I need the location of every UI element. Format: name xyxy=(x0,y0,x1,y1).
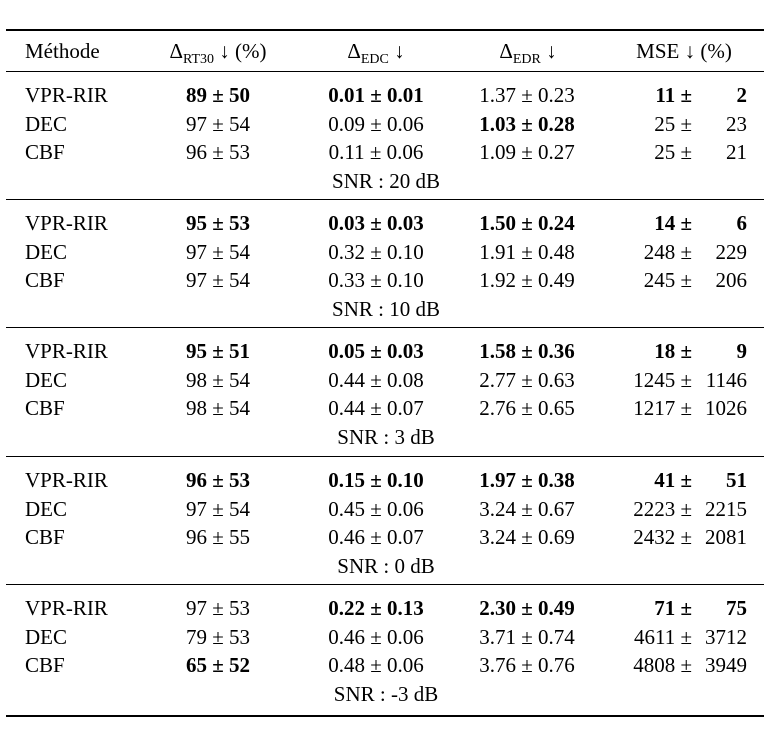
rt30-cell: 95 ± 51 xyxy=(185,339,251,363)
edc-subscript: EDC xyxy=(360,52,389,67)
group-separator-rule xyxy=(6,199,764,200)
mse-std-cell: 2215 xyxy=(705,496,747,521)
snr-label: SNR : 10 dB xyxy=(332,296,440,321)
header-mse: MSE ↓ (%) xyxy=(636,39,732,63)
edc-cell: 0.05 ± 0.03 xyxy=(328,339,424,363)
edr-cell: 3.71 ± 0.74 xyxy=(479,624,575,649)
edr-subscript: EDR xyxy=(512,52,541,67)
rt30-cell: 98 ± 54 xyxy=(185,396,251,420)
edc-cell: 0.46 ± 0.07 xyxy=(328,525,424,549)
edc-cell: 0.44 ± 0.07 xyxy=(328,396,424,420)
edr-cell: 1.50 ± 0.24 xyxy=(479,211,575,235)
rt30-cell: 96 ± 53 xyxy=(185,140,251,164)
method-cell: VPR-RIR xyxy=(25,339,108,363)
edr-cell: 1.09 ± 0.27 xyxy=(479,140,575,164)
edc-cell: 0.45 ± 0.06 xyxy=(328,496,424,521)
edc-cell: 0.09 ± 0.06 xyxy=(328,111,424,136)
bottom-rule xyxy=(6,715,764,717)
method-cell: VPR-RIR xyxy=(25,468,108,492)
mse-mean-cell: 14 ± xyxy=(654,211,692,235)
rt30-cell: 97 ± 54 xyxy=(185,111,251,136)
rt30-cell: 98 ± 54 xyxy=(185,367,251,392)
edr-cell: 1.92 ± 0.49 xyxy=(479,268,575,292)
edr-arrow: ↓ xyxy=(540,39,557,63)
rt30-cell: 97 ± 54 xyxy=(185,268,251,292)
mse-std-cell: 1026 xyxy=(705,396,747,420)
rt30-cell: 97 ± 53 xyxy=(185,596,251,620)
top-rule xyxy=(6,29,764,31)
method-cell: VPR-RIR xyxy=(25,211,108,235)
edr-cell: 1.37 ± 0.23 xyxy=(479,83,575,107)
rt30-cell: 95 ± 53 xyxy=(185,211,251,235)
edc-cell: 0.33 ± 0.10 xyxy=(328,268,424,292)
delta-symbol: Δ xyxy=(499,39,513,63)
group-separator-rule xyxy=(6,456,764,457)
mse-std-cell: 229 xyxy=(715,239,747,264)
header-edc xyxy=(347,37,404,65)
rt30-cell: 65 ± 52 xyxy=(185,653,251,677)
header-rule xyxy=(6,71,764,72)
method-cell: DEC xyxy=(25,239,67,264)
edc-cell: 0.48 ± 0.06 xyxy=(328,653,424,677)
mse-mean-cell: 2432 ± xyxy=(633,525,692,549)
method-cell: CBF xyxy=(25,268,65,292)
method-cell: CBF xyxy=(25,140,65,164)
rt30-cell: 97 ± 54 xyxy=(185,239,251,264)
rt30-cell: 96 ± 55 xyxy=(185,525,251,549)
edc-cell: 0.03 ± 0.03 xyxy=(328,211,424,235)
method-cell: CBF xyxy=(25,396,65,420)
mse-mean-cell: 4611 ± xyxy=(634,624,692,649)
edr-cell: 1.91 ± 0.48 xyxy=(479,239,575,264)
method-cell: VPR-RIR xyxy=(25,83,108,107)
mse-std-cell: 1146 xyxy=(705,367,747,392)
group-separator-rule xyxy=(6,584,764,585)
edr-cell: 3.76 ± 0.76 xyxy=(479,653,575,677)
snr-label: SNR : 0 dB xyxy=(337,553,435,578)
mse-mean-cell: 1217 ± xyxy=(633,396,692,420)
edr-cell: 1.58 ± 0.36 xyxy=(479,339,575,363)
rt30-cell: 97 ± 54 xyxy=(185,496,251,521)
delta-symbol: Δ xyxy=(169,39,183,63)
edc-cell: 0.15 ± 0.10 xyxy=(328,468,424,492)
edr-cell: 1.03 ± 0.28 xyxy=(479,111,575,136)
mse-std-cell: 2 xyxy=(736,83,747,107)
mse-std-cell: 75 xyxy=(726,596,747,620)
method-cell: DEC xyxy=(25,496,67,521)
mse-mean-cell: 25 ± xyxy=(654,140,692,164)
rt30-cell: 89 ± 50 xyxy=(185,83,251,107)
edc-cell: 0.11 ± 0.06 xyxy=(328,140,424,164)
mse-mean-cell: 1245 ± xyxy=(633,367,692,392)
mse-std-cell: 206 xyxy=(715,268,747,292)
method-cell: CBF xyxy=(25,525,65,549)
mse-std-cell: 51 xyxy=(726,468,747,492)
edc-cell: 0.46 ± 0.06 xyxy=(328,624,424,649)
snr-label: SNR : 20 dB xyxy=(332,168,440,193)
edc-cell: 0.22 ± 0.13 xyxy=(328,596,424,620)
group-separator-rule xyxy=(6,327,764,328)
snr-label: SNR : -3 dB xyxy=(333,681,439,706)
edc-cell: 0.44 ± 0.08 xyxy=(328,367,424,392)
edr-cell: 2.77 ± 0.63 xyxy=(479,367,575,392)
mse-std-cell: 6 xyxy=(736,211,747,235)
edc-cell: 0.01 ± 0.01 xyxy=(328,83,424,107)
mse-std-cell: 23 xyxy=(726,111,747,136)
header-edr xyxy=(499,37,556,65)
method-cell: CBF xyxy=(25,653,65,677)
method-cell: DEC xyxy=(25,367,67,392)
method-cell: DEC xyxy=(25,624,67,649)
edr-cell: 3.24 ± 0.67 xyxy=(479,496,575,521)
edc-cell: 0.32 ± 0.10 xyxy=(328,239,424,264)
header-method: Méthode xyxy=(25,39,100,63)
method-cell: DEC xyxy=(25,111,67,136)
rt30-cell: 96 ± 53 xyxy=(185,468,251,492)
edc-arrow: ↓ xyxy=(388,39,405,63)
mse-std-cell: 3712 xyxy=(705,624,747,649)
rt30-cell: 79 ± 53 xyxy=(185,624,251,649)
rt30-arrow-unit: ↓ (%) xyxy=(214,39,267,63)
header-rt30 xyxy=(169,37,266,65)
mse-mean-cell: 245 ± xyxy=(643,268,692,292)
rt30-subscript: RT30 xyxy=(182,52,215,67)
method-cell: VPR-RIR xyxy=(25,596,108,620)
mse-mean-cell: 18 ± xyxy=(654,339,692,363)
mse-mean-cell: 71 ± xyxy=(654,596,692,620)
mse-std-cell: 3949 xyxy=(705,653,747,677)
edr-cell: 2.76 ± 0.65 xyxy=(479,396,575,420)
mse-mean-cell: 25 ± xyxy=(654,111,692,136)
delta-symbol: Δ xyxy=(347,39,361,63)
edr-cell: 3.24 ± 0.69 xyxy=(479,525,575,549)
mse-mean-cell: 4808 ± xyxy=(633,653,692,677)
edr-cell: 2.30 ± 0.49 xyxy=(479,596,575,620)
snr-label: SNR : 3 dB xyxy=(337,424,435,449)
mse-std-cell: 9 xyxy=(736,339,747,363)
mse-mean-cell: 41 ± xyxy=(654,468,692,492)
mse-mean-cell: 248 ± xyxy=(643,239,692,264)
mse-std-cell: 2081 xyxy=(705,525,747,549)
mse-mean-cell: 11 ± xyxy=(655,83,692,107)
mse-std-cell: 21 xyxy=(726,140,747,164)
edr-cell: 1.97 ± 0.38 xyxy=(479,468,575,492)
mse-mean-cell: 2223 ± xyxy=(633,496,692,521)
